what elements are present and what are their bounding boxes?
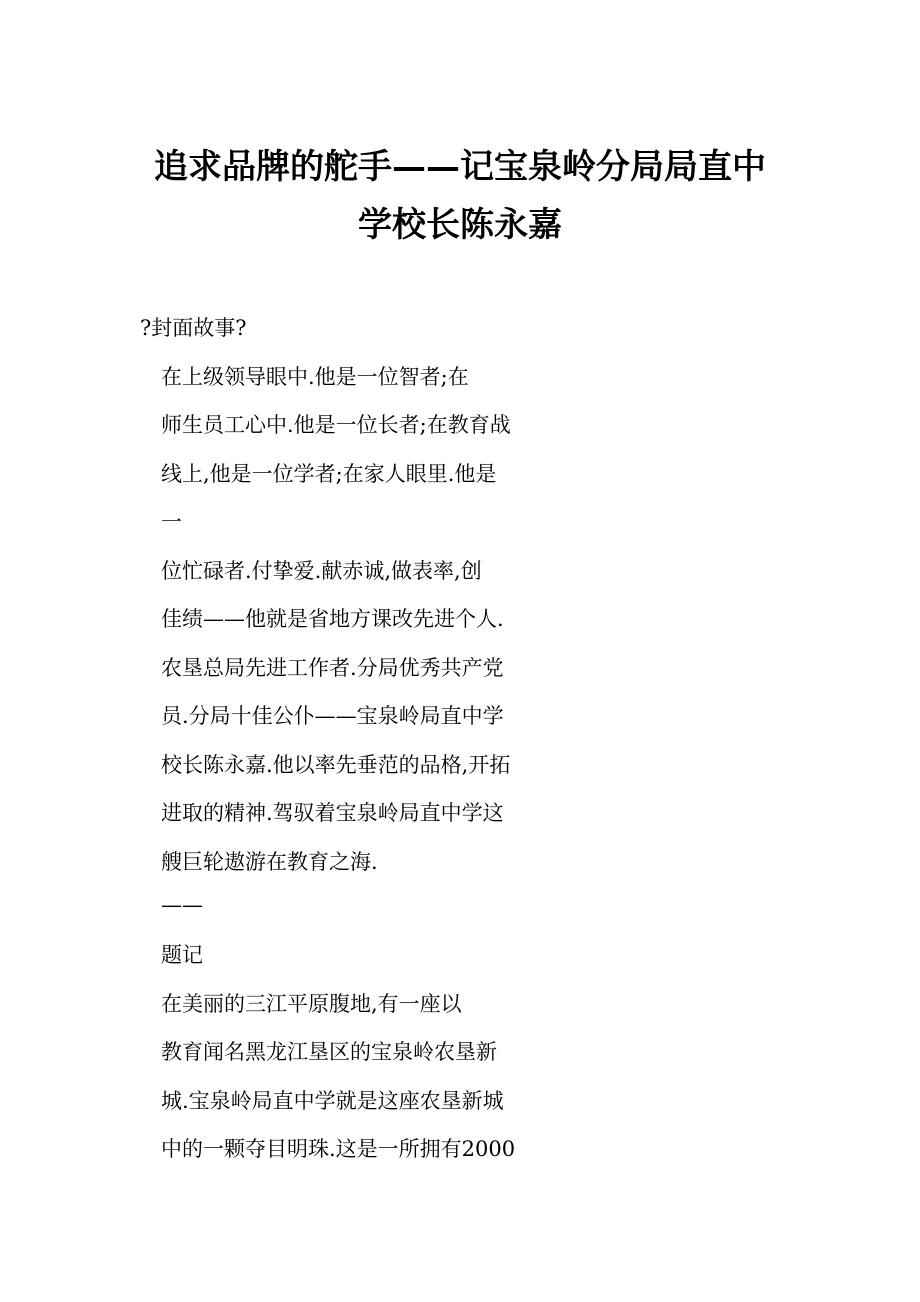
body-line: 位忙碌者.付挚爱.献赤诚,做表率,创 xyxy=(161,559,482,583)
dash-separator: —— xyxy=(161,893,203,917)
body-line: 在美丽的三江平原腹地,有一座以 xyxy=(161,992,462,1016)
document-title-line-1: 追求品牌的舵手——记宝泉岭分局局直中 xyxy=(154,147,766,187)
body-line: 城.宝泉岭局直中学就是这座农垦新城 xyxy=(161,1089,504,1113)
body-line: 中的一颗夺目明珠.这是一所拥有2000 xyxy=(161,1137,516,1161)
body-line: 艘巨轮遨游在教育之海. xyxy=(161,850,378,874)
section-label: ?封面故事? xyxy=(140,316,247,340)
body-line: 在上级领导眼中.他是一位智者;在 xyxy=(161,365,469,389)
body-line: 师生员工心中.他是一位长者;在教育战 xyxy=(161,413,511,437)
body-line: 佳绩——他就是省地方课改先进个人. xyxy=(161,607,504,631)
document-title-line-2: 学校长陈永嘉 xyxy=(358,205,562,245)
epigraph-label: 题记 xyxy=(161,943,203,967)
body-line: 农垦总局先进工作者.分局优秀共产党 xyxy=(161,656,504,680)
body-line: 校长陈永嘉.他以率先垂范的品格,开拓 xyxy=(161,753,511,777)
body-line: 进取的精神.驾驭着宝泉岭局直中学这 xyxy=(161,801,504,825)
body-line: 教育闻名黑龙江垦区的宝泉岭农垦新 xyxy=(161,1040,497,1064)
body-line: 员.分局十佳公仆——宝泉岭局直中学 xyxy=(161,704,504,728)
body-line: 一 xyxy=(161,510,182,534)
body-line: 线上,他是一位学者;在家人眼里.他是 xyxy=(161,462,497,486)
